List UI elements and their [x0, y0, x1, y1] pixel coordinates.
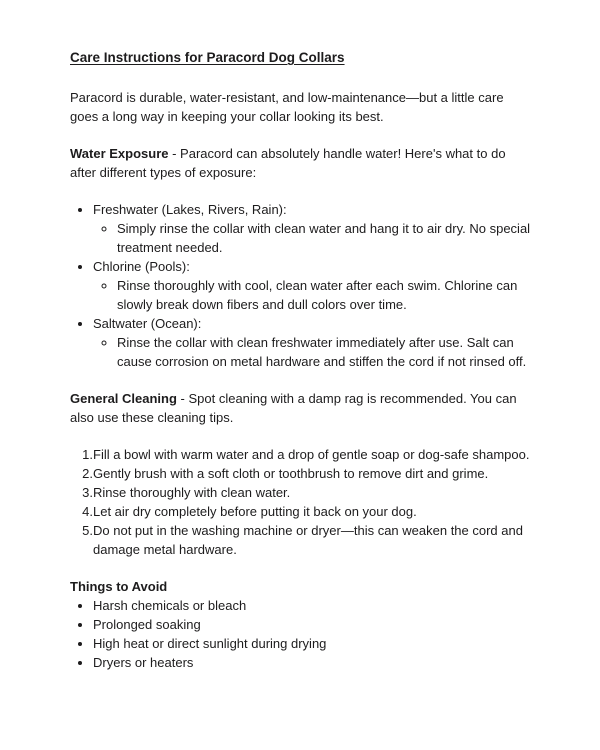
list-item-freshwater [93, 200, 532, 257]
water-exposure-list [70, 200, 532, 371]
avoid-item: • Prolonged soaking [93, 615, 532, 634]
avoid-item: • High heat or direct sunlight during drying [93, 634, 532, 653]
avoid-item: • Harsh chemicals or bleach [93, 596, 532, 615]
general-cleaning-heading: General Cleaning [70, 391, 177, 406]
list-item-chlorine [93, 257, 532, 314]
cleaning-steps-list [70, 445, 532, 559]
list-item-saltwater [93, 314, 532, 371]
list-item-label: Freshwater (Lakes, Rivers, Rain): [93, 202, 287, 217]
general-cleaning-paragraph [70, 389, 532, 427]
cleaning-step: Let air dry completely before putting it back on your dog. [93, 504, 417, 519]
water-exposure-lead: - Paracord can absolutely handle water! Here's what to do after different types of exposure: [70, 146, 506, 180]
chlorine-sublist [93, 276, 532, 314]
list-item-label: Chlorine (Pools): [93, 259, 190, 274]
list-item-detail: ◦ Rinse the collar with clean freshwater immediately after use. Salt can cause corrosion on metal hardware and stiffen the cord if not rinsed off. [117, 333, 532, 371]
general-cleaning-lead: - Spot cleaning with a damp rag is recommended. You can also use these cleaning tips. [70, 391, 517, 425]
list-item-label: Saltwater (Ocean): [93, 316, 202, 331]
water-exposure-paragraph [70, 144, 532, 182]
intro-paragraph: Paracord is durable, water-resistant, and low-maintenance—but a little care goes a long way in keeping your collar looking its best. [70, 90, 504, 124]
things-to-avoid-list [70, 596, 532, 672]
cleaning-step: Gently brush with a soft cloth or toothbrush to remove dirt and grime. [93, 466, 489, 481]
document-title: Care Instructions for Paracord Dog Collars [70, 50, 345, 65]
avoid-item: • Dryers or heaters [93, 653, 532, 672]
cleaning-step: Do not put in the washing machine or dryer—this can weaken the cord and damage metal hardware. [93, 523, 523, 557]
things-to-avoid-paragraph [70, 577, 532, 596]
cleaning-step: Fill a bowl with warm water and a drop of gentle soap or dog-safe shampoo. [93, 447, 530, 462]
cleaning-step: Rinse thoroughly with clean water. [93, 485, 291, 500]
water-exposure-heading: Water Exposure [70, 146, 169, 161]
things-to-avoid-heading: Things to Avoid [70, 579, 168, 594]
list-item-detail: ◦ Rinse thoroughly with cool, clean water after each swim. Chlorine can slowly break down fibers and dull colors over time. [117, 276, 532, 314]
freshwater-sublist [93, 219, 532, 257]
list-item-detail: ◦ Simply rinse the collar with clean water and hang it to air dry. No special treatment needed. [117, 219, 532, 257]
saltwater-sublist [93, 333, 532, 371]
